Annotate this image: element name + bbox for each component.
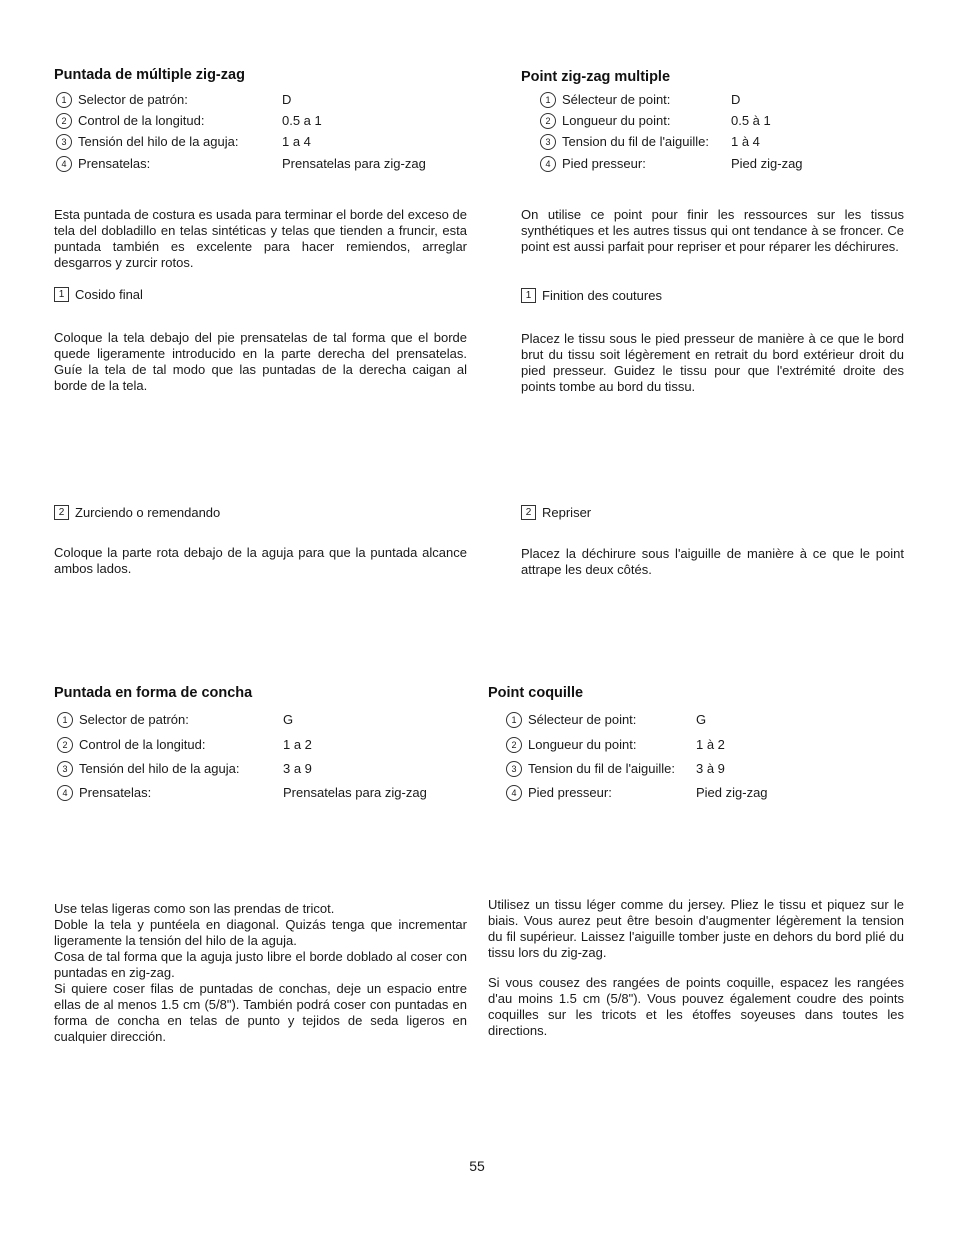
circled-number-icon: 1 xyxy=(56,92,72,108)
setting-row xyxy=(506,785,886,802)
subsection-paragraph-es-1: Coloque la tela debajo del pie prensatelas de tal forma que el borde quede ligeramente introducido en la parte derecha del prensatelas. Guíe la tela de tal modo que las puntadas de la derecha caigan al borde de la tela. xyxy=(54,330,467,393)
setting-row xyxy=(506,712,886,729)
subsection-label: Zurciendo o remendando xyxy=(75,505,221,520)
setting-label: Longueur du point: xyxy=(528,737,637,752)
paragraph-line: Use telas ligeras como son las prendas de tricot. xyxy=(54,901,335,916)
subsection-heading-es-1 xyxy=(54,287,143,303)
setting-value: G xyxy=(696,712,707,727)
circled-number-icon: 2 xyxy=(57,737,73,753)
setting-value: Prensatelas para zig-zag xyxy=(283,785,427,800)
paragraph-line: Si quiere coser filas de puntadas de conchas, deje un espacio entre ellas de al menos 1.5 cm (5/8"). También podrá coser con puntadas en forma de concha en telas de punto y tejidos de seda ligeros en cualquier dirección. xyxy=(54,981,467,1044)
circled-number-icon: 3 xyxy=(540,134,556,150)
circled-number-icon: 1 xyxy=(506,712,522,728)
setting-row xyxy=(57,712,477,729)
setting-label: Sélecteur de point: xyxy=(528,712,637,727)
setting-value: Pied zig-zag xyxy=(696,785,768,800)
setting-row xyxy=(56,92,476,109)
setting-label: Prensatelas: xyxy=(78,156,151,171)
shell-stitch-paragraph-fr-2: Si vous cousez des rangées de points coquille, espacez les rangées d'au moins 1.5 cm (5/8"). Vous pouvez également coudre des points coquilles sur les tricots et les étoffes soyeuses dans toutes les directions. xyxy=(488,975,904,1038)
section-title-fr-multiple-zigzag: Point zig-zag multiple xyxy=(521,69,671,85)
setting-value: 3 a 9 xyxy=(283,761,312,776)
shell-stitch-paragraph-fr-1: Utilisez un tissu léger comme du jersey. Pliez le tissu et piquez sur le biais. Vous aurez peut être besoin d'augmenter légèrement la tension du fil supérieur. Laissez l'aiguille tomber juste en dehors du bord plié du tissu lors du zig-zag. xyxy=(488,897,904,960)
setting-row xyxy=(57,785,477,802)
shell-stitch-paragraph-es xyxy=(54,901,467,1045)
setting-label: Tension du fil de l'aiguille: xyxy=(562,134,710,149)
section-title-es-multiple-zigzag: Puntada de múltiple zig-zag xyxy=(54,67,245,83)
setting-value: 1 à 2 xyxy=(696,737,725,752)
setting-value: D xyxy=(282,92,292,107)
section-title-fr-shell-stitch: Point coquille xyxy=(488,685,584,701)
circled-number-icon: 4 xyxy=(506,785,522,801)
subsection-paragraph-fr-2: Placez la déchirure sous l'aiguille de manière à ce que le point attrape les deux côtés. xyxy=(521,546,904,577)
subsection-heading-es-2 xyxy=(54,505,220,521)
setting-label: Tensión del hilo de la aguja: xyxy=(78,134,239,149)
circled-number-icon: 2 xyxy=(506,737,522,753)
setting-row xyxy=(540,156,920,173)
subsection-label: Finition des coutures xyxy=(542,288,662,303)
boxed-number-icon: 1 xyxy=(54,287,69,302)
setting-label: Control de la longitud: xyxy=(79,737,206,752)
section-title-es-shell-stitch: Puntada en forma de concha xyxy=(54,685,253,701)
circled-number-icon: 3 xyxy=(57,761,73,777)
setting-value: 1 a 2 xyxy=(283,737,312,752)
setting-row xyxy=(56,156,476,173)
paragraph-line: Cosa de tal forma que la aguja justo libre el borde doblado al coser con puntadas en zig-zag. xyxy=(54,949,467,980)
setting-value: D xyxy=(731,92,741,107)
setting-label: Pied presseur: xyxy=(528,785,612,800)
setting-row xyxy=(506,737,886,754)
setting-value: G xyxy=(283,712,294,727)
subsection-heading-fr-1 xyxy=(521,288,662,304)
setting-value: 1 a 4 xyxy=(282,134,311,149)
subsection-paragraph-es-2: Coloque la parte rota debajo de la aguja para que la puntada alcance ambos lados. xyxy=(54,545,467,576)
circled-number-icon: 1 xyxy=(540,92,556,108)
circled-number-icon: 2 xyxy=(540,113,556,129)
setting-label: Pied presseur: xyxy=(562,156,646,171)
setting-row xyxy=(506,761,886,778)
subsection-label: Cosido final xyxy=(75,287,143,302)
circled-number-icon: 1 xyxy=(57,712,73,728)
setting-label: Tension du fil de l'aiguille: xyxy=(528,761,676,776)
intro-paragraph-fr: On utilise ce point pour finir les ressources sur les tissus synthétiques et les autres tissus qui ont tendance à se froncer. Ce point est aussi parfait pour repriser et pour réparer les déchirures. xyxy=(521,207,904,254)
setting-value: 3 à 9 xyxy=(696,761,725,776)
setting-label: Control de la longitud: xyxy=(78,113,205,128)
setting-value: 0.5 a 1 xyxy=(282,113,322,128)
boxed-number-icon: 2 xyxy=(54,505,69,520)
intro-paragraph-es: Esta puntada de costura es usada para terminar el borde del exceso de tela del dobladillo en telas sintéticas y telas que tienden a fruncir, esta puntada también es excelente para hacer remiendos, arreglar desgarros y zurcir rotos. xyxy=(54,207,467,270)
boxed-number-icon: 2 xyxy=(521,505,536,520)
setting-row xyxy=(56,113,476,130)
paragraph-line: Doble la tela y puntéela en diagonal. Quizás tenga que incrementar ligeramente la tensión del hilo de la aguja. xyxy=(54,917,467,948)
circled-number-icon: 3 xyxy=(506,761,522,777)
circled-number-icon: 2 xyxy=(56,113,72,129)
circled-number-icon: 4 xyxy=(540,156,556,172)
setting-label: Selector de patrón: xyxy=(79,712,189,727)
setting-value: Prensatelas para zig-zag xyxy=(282,156,426,171)
setting-row xyxy=(540,92,920,109)
setting-row xyxy=(540,134,920,151)
subsection-heading-fr-2 xyxy=(521,505,591,521)
circled-number-icon: 4 xyxy=(57,785,73,801)
setting-row xyxy=(57,737,477,754)
circled-number-icon: 3 xyxy=(56,134,72,150)
setting-value: 0.5 à 1 xyxy=(731,113,771,128)
setting-value: Pied zig-zag xyxy=(731,156,803,171)
boxed-number-icon: 1 xyxy=(521,288,536,303)
page-number: 55 xyxy=(469,1158,485,1174)
subsection-label: Repriser xyxy=(542,505,592,520)
setting-label: Longueur du point: xyxy=(562,113,671,128)
setting-row xyxy=(540,113,920,130)
setting-label: Tensión del hilo de la aguja: xyxy=(79,761,240,776)
setting-label: Sélecteur de point: xyxy=(562,92,671,107)
setting-value: 1 à 4 xyxy=(731,134,760,149)
setting-label: Prensatelas: xyxy=(79,785,152,800)
setting-row xyxy=(57,761,477,778)
circled-number-icon: 4 xyxy=(56,156,72,172)
subsection-paragraph-fr-1: Placez le tissu sous le pied presseur de manière à ce que le bord brut du tissu soit légèrement en retrait du bord extérieur droit du pied presseur. Guidez le tissu pour que l'extrémité droite des points tombe au bord du tissu. xyxy=(521,331,904,394)
setting-row xyxy=(56,134,476,151)
setting-label: Selector de patrón: xyxy=(78,92,188,107)
